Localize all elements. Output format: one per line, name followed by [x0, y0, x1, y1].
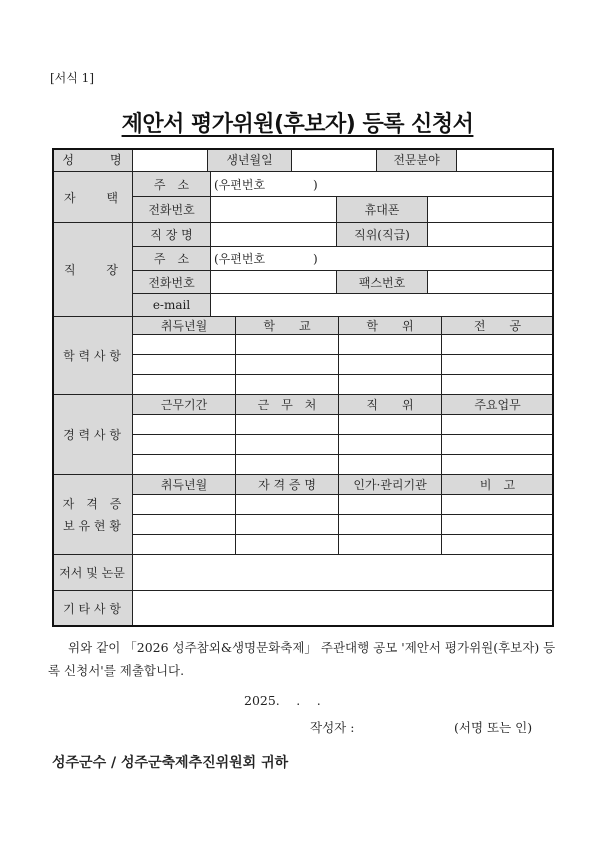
career-cell[interactable]	[236, 435, 339, 455]
workplace-field[interactable]	[211, 223, 337, 247]
mobile-field[interactable]	[428, 197, 554, 223]
field-field[interactable]	[457, 148, 554, 172]
cert-cell[interactable]	[442, 495, 554, 515]
field-label: 전문분야	[377, 148, 457, 172]
work-address-label: 주 소	[133, 247, 211, 271]
education-cell[interactable]	[339, 335, 442, 355]
cert-cell[interactable]	[236, 515, 339, 535]
form-title: 제안서 평가위원(후보자) 등록 신청서	[121, 112, 474, 137]
education-cell[interactable]	[133, 335, 236, 355]
career-cell[interactable]	[339, 455, 442, 475]
education-cell[interactable]	[339, 355, 442, 375]
position-field[interactable]	[428, 223, 554, 247]
mobile-label: 휴대폰	[337, 197, 428, 223]
career-cell[interactable]	[236, 415, 339, 435]
papers-field[interactable]	[133, 555, 554, 591]
education-cell[interactable]	[236, 335, 339, 355]
education-cell[interactable]	[133, 375, 236, 395]
name-field[interactable]	[133, 148, 208, 172]
birth-field[interactable]	[292, 148, 377, 172]
cert-cell[interactable]	[133, 515, 236, 535]
career-cell[interactable]	[339, 415, 442, 435]
career-cell[interactable]	[236, 455, 339, 475]
career-cell[interactable]	[133, 455, 236, 475]
work-label-1: 직	[64, 263, 76, 277]
cert-cell[interactable]	[339, 535, 442, 555]
email-field[interactable]	[211, 294, 554, 317]
cert-cell[interactable]	[442, 515, 554, 535]
cert-label-1: 자 격 증	[62, 496, 122, 511]
fax-label: 팩스번호	[337, 271, 428, 294]
education-cell[interactable]	[236, 355, 339, 375]
work-address-field[interactable]: (우편번호 )	[211, 247, 554, 271]
education-header-degree: 학 위	[339, 317, 442, 335]
home-label	[52, 172, 133, 223]
work-phone-label: 전화번호	[133, 271, 211, 294]
addressee: 성주군수 / 성주군축제추진위원회 귀하	[52, 755, 289, 771]
education-cell[interactable]	[339, 375, 442, 395]
education-label: 학 력 사 항	[52, 317, 133, 395]
cert-label-2: 보 유 현 황	[63, 518, 121, 533]
education-cell[interactable]	[442, 375, 554, 395]
work-label-2: 장	[106, 263, 118, 277]
signature-hint: (서명 또는 인)	[454, 720, 533, 735]
education-header-date: 취득년월	[133, 317, 236, 335]
home-phone-label: 전화번호	[133, 197, 211, 223]
etc-label: 기 타 사 항	[52, 591, 133, 627]
home-phone-field[interactable]	[211, 197, 337, 223]
home-address-label: 주 소	[133, 172, 211, 197]
fax-field[interactable]	[428, 271, 554, 294]
cert-header-name: 자 격 증 명	[236, 475, 339, 495]
papers-label: 저서 및 논문	[52, 555, 133, 591]
name-label: 성 명	[52, 148, 133, 172]
career-label: 경 력 사 항	[52, 395, 133, 475]
career-cell[interactable]	[133, 415, 236, 435]
career-header-workplace: 근 무 처	[236, 395, 339, 415]
home-label-2: 택	[106, 190, 118, 205]
work-label	[52, 223, 133, 317]
education-cell[interactable]	[133, 355, 236, 375]
form-code: [서식 1]	[50, 71, 94, 85]
career-cell[interactable]	[442, 455, 554, 475]
cert-cell[interactable]	[339, 515, 442, 535]
cert-header-note: 비 고	[442, 475, 554, 495]
birth-label: 생년월일	[208, 148, 292, 172]
cert-cell[interactable]	[133, 495, 236, 515]
education-header-major: 전 공	[442, 317, 554, 335]
workplace-label: 직 장 명	[133, 223, 211, 247]
career-header-duty: 주요업무	[442, 395, 554, 415]
writer-label: 작성자 :	[310, 720, 355, 735]
declaration-text: 위와 같이 「2026 성주참외&생명문화축제」 주관대행 공모 '제안서 평가위원(후보자) 등록 신청서'를 제출합니다.	[48, 640, 556, 678]
career-cell[interactable]	[442, 435, 554, 455]
home-label-1: 자	[64, 190, 76, 205]
home-address-field[interactable]: (우편번호 )	[211, 172, 554, 197]
date-line: 2025. . .	[244, 693, 321, 708]
education-cell[interactable]	[442, 335, 554, 355]
career-header-period: 근무기간	[133, 395, 236, 415]
cert-cell[interactable]	[339, 495, 442, 515]
cert-label	[52, 475, 133, 555]
cert-header-authority: 인가·관리기관	[339, 475, 442, 495]
career-cell[interactable]	[133, 435, 236, 455]
career-cell[interactable]	[339, 435, 442, 455]
cert-cell[interactable]	[442, 535, 554, 555]
cert-cell[interactable]	[236, 495, 339, 515]
career-cell[interactable]	[442, 415, 554, 435]
application-form-table	[52, 148, 554, 627]
email-label: e-mail	[133, 294, 211, 317]
education-header-school: 학 교	[236, 317, 339, 335]
education-cell[interactable]	[442, 355, 554, 375]
cert-header-date: 취득년월	[133, 475, 236, 495]
etc-field[interactable]	[133, 591, 554, 627]
cert-cell[interactable]	[236, 535, 339, 555]
cert-cell[interactable]	[133, 535, 236, 555]
education-cell[interactable]	[236, 375, 339, 395]
position-label: 직위(직급)	[337, 223, 428, 247]
career-header-position: 직 위	[339, 395, 442, 415]
work-phone-field[interactable]	[211, 271, 337, 294]
